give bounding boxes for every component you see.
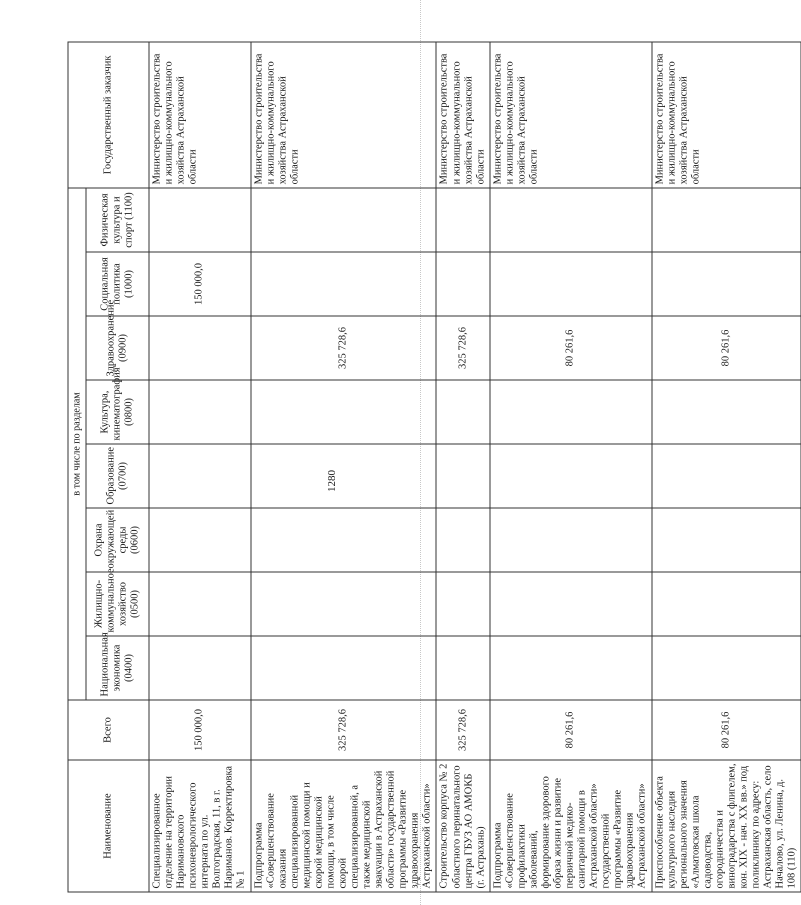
row-customer: Министерство строительства и жилищно-коммунального хозяйства Астраханской области	[149, 41, 251, 187]
row-cell	[436, 508, 489, 572]
header-customer: Государственный заказчик	[68, 41, 149, 187]
row-cell	[489, 636, 651, 700]
row-cell	[436, 444, 489, 508]
rotated-table-container	[67, 42, 798, 892]
row-cell: 325 728,6	[436, 316, 489, 380]
row-cell	[489, 252, 651, 316]
row-cell	[250, 508, 436, 572]
row-cell	[489, 508, 651, 572]
row-cell	[489, 380, 651, 444]
row-cell: 80 261,6	[651, 316, 801, 380]
row-cell	[651, 636, 801, 700]
header-section: Социальная политика (1000)	[86, 252, 149, 316]
row-cell	[250, 636, 436, 700]
table-row	[489, 41, 651, 891]
header-section: Культура, кинематография (0800)	[86, 380, 149, 444]
row-customer: Министерство строительства и жилищно-коммунального хозяйства Астраханской области	[651, 41, 801, 187]
header-name: Наименование	[68, 760, 149, 892]
row-cell	[250, 380, 436, 444]
row-cell	[436, 187, 489, 251]
row-name: Подпрограмма «Совершенствование профилактики заболеваний, формирование здорового образа жизни и развитие первичной медико-санитарной помощи в Астраханской области» государственной программы «Развитие здравоохранения Астраханской области»	[489, 760, 651, 892]
row-cell	[489, 572, 651, 636]
header-breakdown: в том числе по разделам	[68, 187, 86, 699]
row-total: 325 728,6	[436, 700, 489, 760]
row-total: 80 261,6	[651, 700, 801, 760]
row-cell	[651, 508, 801, 572]
header-section: Охрана окружающей среды (0600)	[86, 508, 149, 572]
row-cell	[149, 572, 251, 636]
header-section: Образование (0700)	[86, 444, 149, 508]
row-cell	[250, 444, 436, 508]
row-name: Специализированное отделение на территории Наримановского психоневрологического интерната по ул. Волгоградская, 11, в г. Нариманов. Корректировка № 1	[149, 760, 251, 892]
row-cell	[149, 444, 251, 508]
row-cell	[149, 316, 251, 380]
row-cell	[250, 187, 436, 251]
row-name: Строительство корпуса № 2 областного перинатального центра ГБУЗ АО АМОКБ (г. Астрахань)	[436, 760, 489, 892]
table-row	[250, 41, 436, 891]
row-cell	[436, 380, 489, 444]
header-section: Жилищно-коммунальное хозяйство (0500)	[86, 572, 149, 636]
header-row-top	[68, 41, 86, 891]
table-row	[149, 41, 251, 891]
row-cell	[436, 572, 489, 636]
row-customer: Министерство строительства и жилищно-коммунального хозяйства Астраханской области	[436, 41, 489, 187]
row-customer: Министерство строительства и жилищно-коммунального хозяйства Астраханской области	[489, 41, 651, 187]
header-section: Национальная экономика (0400)	[86, 636, 149, 700]
table-row	[651, 41, 801, 891]
row-cell	[149, 187, 251, 251]
row-cell	[149, 380, 251, 444]
row-cell	[149, 508, 251, 572]
row-cell: 80 261,6	[489, 316, 651, 380]
row-cell	[489, 444, 651, 508]
row-name: Приспособление объекта культурного наследия регионального значения «Алматовская школа садоводства, огородничества и виноградарства с флигелем, кон. XIX - нач. XX вв.» под поликлинику по адресу: Астраханская область, село Началово, ул. Ленина, д. 108 (110)	[651, 760, 801, 892]
header-section: Здравоохранение (0900)	[86, 316, 149, 380]
table-rotation	[67, 42, 798, 892]
row-cell	[250, 252, 436, 316]
row-name: Подпрограмма «Совершенствование оказания специализированной медицинской помощи и скорой медицинской помощи, в том числе скорой специализированной, а также медицинской эвакуации в Астраханской области» государственной программы «Развитие здравоохранения Астраханской области»	[250, 760, 436, 892]
page-number: 1280	[326, 470, 338, 492]
row-cell	[250, 572, 436, 636]
header-section: Физическая культура и спорт (1100)	[86, 187, 149, 251]
row-cell	[651, 380, 801, 444]
budget-table	[67, 41, 801, 892]
row-cell	[651, 444, 801, 508]
row-cell	[651, 187, 801, 251]
row-cell	[489, 187, 651, 251]
header-total: Всего	[68, 700, 149, 760]
row-customer: Министерство строительства и жилищно-коммунального хозяйства Астраханской области	[250, 41, 436, 187]
row-cell	[651, 252, 801, 316]
row-cell	[149, 636, 251, 700]
row-cell: 325 728,6	[250, 316, 436, 380]
row-cell	[651, 572, 801, 636]
row-cell	[436, 252, 489, 316]
row-cell	[436, 636, 489, 700]
row-total: 150 000,0	[149, 700, 251, 760]
row-cell: 150 000,0	[149, 252, 251, 316]
row-total: 80 261,6	[489, 700, 651, 760]
table-row	[436, 41, 489, 891]
row-total: 325 728,6	[250, 700, 436, 760]
